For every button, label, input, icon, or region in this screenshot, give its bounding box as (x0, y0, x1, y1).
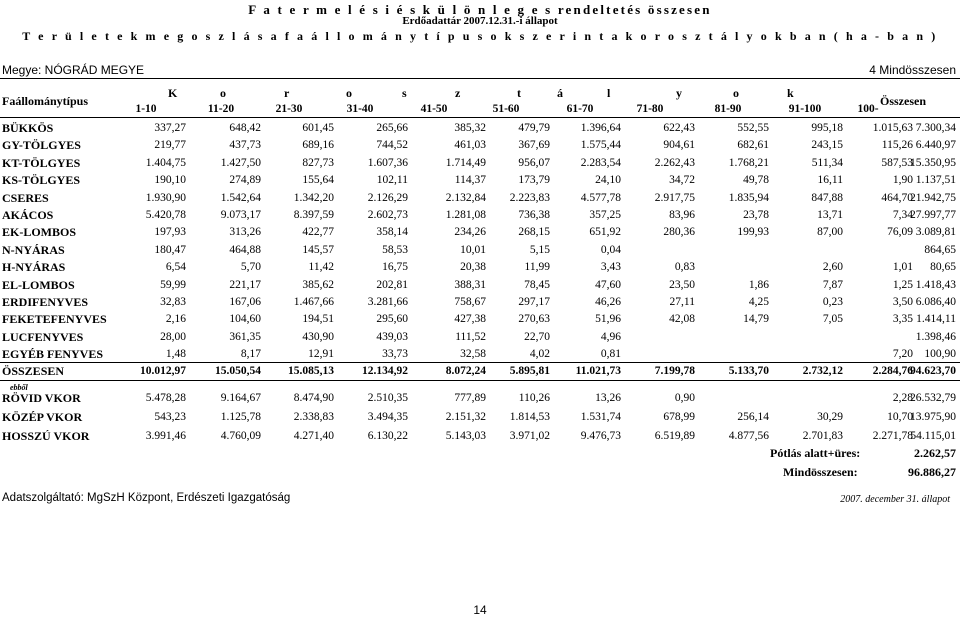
row-total-cell: 13.975,90 (910, 411, 956, 423)
value-cell: 2.510,35 (367, 392, 408, 404)
value-cell: 10.012,97 (140, 365, 186, 377)
value-cell: 5,70 (240, 261, 261, 274)
value-cell: 221,17 (229, 278, 261, 291)
value-cell: 1,90 (892, 174, 913, 187)
age-class-header: 91-100 (788, 103, 822, 115)
value-cell: 1.125,78 (220, 411, 261, 423)
row-label: EGYÉB FENYVES (2, 347, 104, 362)
value-cell: 15.050,54 (215, 365, 261, 377)
value-cell: 5.133,70 (728, 365, 769, 377)
row-label: KT-TÖLGYES (2, 155, 81, 170)
potlas-value: 2.262,57 (914, 446, 956, 460)
value-cell: 3,43 (600, 261, 621, 274)
value-cell: 437,73 (229, 139, 261, 152)
korosztaly-letter: o (220, 86, 226, 100)
row-total-cell: 3.089,81 (915, 226, 956, 239)
value-cell: 23,50 (669, 278, 695, 291)
korosztaly-letter: s (402, 86, 407, 100)
value-cell: 110,26 (518, 392, 550, 404)
value-cell: 234,26 (454, 226, 486, 239)
value-cell: 1,86 (748, 278, 769, 291)
age-class-header: 81-90 (714, 103, 742, 115)
value-cell: 16,11 (817, 174, 843, 187)
value-cell: 58,53 (382, 243, 408, 256)
korosztaly-letter: á (557, 86, 563, 100)
value-cell: 3,35 (892, 313, 913, 326)
county-label: Megye: NÓGRÁD MEGYE (2, 63, 145, 77)
value-cell: 1.814,53 (509, 411, 550, 423)
row-total-cell: 21.942,75 (910, 191, 956, 204)
value-cell: 464,70 (881, 191, 913, 204)
value-cell: 601,45 (302, 122, 334, 134)
row-total-cell: 1.398,46 (915, 330, 956, 343)
value-cell: 5.420,78 (145, 209, 186, 221)
age-class-header: 31-40 (346, 103, 374, 115)
row-label: EK-LOMBOS (2, 225, 77, 240)
value-cell: 111,52 (455, 330, 486, 343)
row-label: H-NYÁRAS (2, 260, 66, 275)
value-cell: 59,99 (160, 278, 186, 291)
value-cell: 367,69 (518, 139, 550, 152)
total-separator-rule (0, 362, 960, 363)
value-cell: 173,79 (518, 174, 550, 187)
value-cell: 104,60 (229, 313, 261, 326)
value-cell: 2,60 (822, 261, 843, 274)
value-cell: 2.223,83 (509, 191, 550, 204)
report-date: Erdőadattár 2007.12.31.-i állapot (402, 15, 558, 27)
row-total-cell: 864,65 (924, 243, 956, 256)
footer-date: 2007. december 31. állapot (840, 494, 950, 505)
value-cell: 30,29 (817, 411, 843, 423)
korosztaly-letter: l (607, 86, 611, 100)
value-cell: 145,57 (302, 243, 334, 256)
value-cell: 847,88 (811, 191, 843, 204)
value-cell: 280,36 (663, 226, 695, 239)
value-cell: 4,02 (529, 348, 550, 361)
header-top-rule (0, 78, 960, 79)
korosztaly-letter: t (517, 86, 521, 100)
value-cell: 651,92 (589, 226, 621, 239)
age-class-header: 1-10 (135, 103, 157, 115)
value-cell: 6.130,22 (367, 430, 408, 442)
value-cell: 4.271,40 (293, 430, 334, 442)
value-cell: 190,10 (154, 174, 186, 187)
value-cell: 385,62 (302, 278, 334, 291)
row-label: EL-LOMBOS (2, 277, 75, 292)
value-cell: 8.474,90 (293, 392, 334, 404)
value-cell: 22,70 (524, 330, 550, 343)
value-cell: 777,89 (454, 392, 486, 404)
value-cell: 243,15 (811, 139, 843, 152)
page-number: 14 (473, 603, 487, 617)
report-title: F a t e r m e l é s i é s k ü l ö n l e g e s rendeltetés összesen (248, 2, 712, 17)
value-cell: 270,63 (518, 313, 550, 326)
value-cell: 114,37 (454, 174, 486, 187)
value-cell: 904,61 (663, 139, 695, 152)
value-cell: 1.768,21 (728, 156, 769, 169)
value-cell: 2.262,43 (654, 156, 695, 169)
value-cell: 7,05 (822, 313, 843, 326)
value-cell: 11,99 (524, 261, 550, 274)
value-cell: 9.164,67 (220, 392, 261, 404)
value-cell: 51,96 (595, 313, 621, 326)
value-cell: 194,51 (302, 313, 334, 326)
value-cell: 2.283,54 (580, 156, 621, 169)
report-subtitle: T e r ü l e t e k m e g o s z l á s a f a á l l o m á n y t í p u s o k s z e r i n t a k o r o s z t á l y o k b a n ( h a - b a n ) (22, 29, 938, 43)
value-cell: 3.971,02 (509, 430, 550, 442)
row-total-cell: 94.623,70 (910, 365, 956, 377)
value-cell: 32,83 (160, 296, 186, 308)
value-cell: 32,58 (460, 348, 486, 361)
value-cell: 155,64 (302, 174, 334, 187)
value-cell: 27,11 (669, 296, 695, 308)
row-total-cell: 54.115,01 (910, 430, 956, 442)
value-cell: 2.284,76 (872, 365, 913, 377)
value-cell: 13,71 (817, 209, 843, 221)
value-cell: 2.271,78 (872, 430, 913, 442)
row-label: GY-TÖLGYES (2, 138, 81, 153)
value-cell: 1.607,36 (367, 156, 408, 169)
value-cell: 5.478,28 (145, 392, 186, 404)
value-cell: 689,16 (302, 139, 334, 152)
age-class-header: 11-20 (207, 103, 235, 115)
value-cell: 313,26 (229, 226, 261, 239)
row-total-cell: 1.414,11 (916, 313, 956, 326)
value-cell: 744,52 (376, 139, 408, 152)
value-cell: 6.519,89 (654, 430, 695, 442)
value-cell: 83,96 (669, 209, 695, 221)
value-cell: 0,23 (822, 296, 843, 308)
value-cell: 5.143,03 (445, 430, 486, 442)
row-total-cell: 1.137,51 (915, 174, 956, 187)
value-cell: 511,34 (811, 156, 843, 169)
value-cell: 1.342,20 (293, 191, 334, 204)
value-cell: 9.073,17 (220, 209, 261, 221)
value-cell: 10,70 (887, 411, 913, 423)
value-cell: 736,38 (518, 209, 550, 221)
total-category-label: 4 Mindösszesen (869, 63, 956, 77)
value-cell: 1.467,66 (293, 296, 334, 308)
value-cell: 9.476,73 (580, 430, 621, 442)
value-cell: 678,99 (663, 411, 695, 423)
value-cell: 1.404,75 (145, 156, 186, 169)
value-cell: 1.835,94 (728, 191, 769, 204)
value-cell: 956,07 (518, 156, 550, 169)
value-cell: 28,00 (160, 330, 186, 343)
row-label: AKÁCOS (2, 208, 54, 222)
value-cell: 1,48 (165, 348, 186, 361)
age-class-header: 100- (857, 103, 879, 115)
value-cell: 202,81 (376, 278, 408, 291)
value-cell: 2.132,84 (445, 191, 486, 204)
row-label: ÖSSZESEN (2, 364, 65, 378)
value-cell: 256,14 (737, 411, 769, 423)
value-cell: 115,26 (881, 139, 913, 152)
value-cell: 2.338,83 (293, 411, 334, 423)
value-cell: 1.396,64 (580, 122, 621, 134)
value-cell: 0,04 (600, 243, 621, 256)
value-cell: 1,25 (892, 278, 913, 291)
korosztaly-letter: o (733, 86, 739, 100)
row-total-cell: 15.350,95 (910, 156, 956, 169)
korosztaly-letter: z (455, 86, 461, 100)
row-total-cell: 80,65 (930, 261, 956, 274)
value-cell: 995,18 (811, 122, 843, 134)
value-cell: 7,34 (892, 209, 913, 221)
value-cell: 10,01 (460, 243, 486, 256)
row-total-cell: 100,90 (924, 348, 956, 361)
value-cell: 34,72 (669, 174, 695, 187)
value-cell: 461,03 (454, 139, 486, 152)
korosztaly-letter: o (346, 86, 352, 100)
value-cell: 552,55 (737, 122, 769, 134)
row-label: BÜKKÖS (2, 121, 54, 135)
value-cell: 274,89 (229, 174, 261, 187)
value-cell: 358,14 (376, 226, 408, 239)
value-cell: 388,31 (454, 278, 486, 291)
value-cell: 1.930,90 (145, 191, 186, 204)
type-column-header: Faállománytípus (2, 94, 89, 108)
value-cell: 295,60 (376, 313, 408, 326)
value-cell: 11,42 (308, 261, 334, 274)
value-cell: 15.085,13 (288, 365, 334, 377)
potlas-label: Pótlás alatt+üres: (770, 446, 861, 460)
mindosszesen-label: Mindösszesen: (783, 465, 858, 479)
value-cell: 2.126,29 (367, 191, 408, 204)
row-label: N-NYÁRAS (2, 242, 65, 257)
value-cell: 268,15 (518, 226, 550, 239)
value-cell: 1.281,08 (445, 209, 486, 221)
value-cell: 11.021,73 (575, 365, 621, 377)
row-label: KS-TÖLGYES (2, 173, 81, 188)
row-total-cell: 26.532,79 (910, 392, 956, 404)
value-cell: 1.542,64 (220, 191, 261, 204)
age-class-header: 71-80 (636, 103, 664, 115)
value-cell: 8.072,24 (445, 365, 486, 377)
row-label: RÖVID VKOR (2, 391, 81, 405)
row-label: ERDIFENYVES (2, 295, 89, 309)
value-cell: 76,09 (887, 226, 913, 239)
row-total-cell: 1.418,43 (915, 278, 956, 291)
value-cell: 2,16 (165, 313, 186, 326)
total-bottom-rule (0, 380, 960, 381)
value-cell: 13,26 (595, 392, 621, 404)
value-cell: 199,93 (737, 226, 769, 239)
value-cell: 3.281,66 (367, 296, 408, 308)
data-source: Adatszolgáltató: MgSzH Központ, Erdészeti Igazgatóság (2, 492, 291, 504)
row-label: KÖZÉP VKOR (2, 410, 83, 424)
mindosszesen-value: 96.886,27 (908, 465, 956, 479)
value-cell: 33,73 (382, 348, 408, 361)
value-cell: 427,38 (454, 313, 486, 326)
value-cell: 78,45 (524, 278, 550, 291)
value-cell: 827,73 (302, 156, 334, 169)
row-total-cell: 6.086,40 (915, 296, 956, 308)
row-label: CSERES (2, 190, 49, 205)
value-cell: 5,15 (529, 243, 550, 256)
value-cell: 4.577,78 (580, 191, 621, 204)
value-cell: 46,26 (595, 296, 621, 308)
value-cell: 1,01 (892, 261, 913, 274)
value-cell: 3.494,35 (367, 411, 408, 423)
value-cell: 385,32 (454, 122, 486, 134)
value-cell: 357,25 (589, 209, 621, 221)
value-cell: 0,83 (674, 261, 695, 274)
value-cell: 102,11 (376, 174, 408, 187)
value-cell: 2.701,83 (802, 430, 843, 442)
value-cell: 682,61 (737, 139, 769, 152)
value-cell: 49,78 (743, 174, 769, 187)
value-cell: 2.602,73 (367, 209, 408, 221)
age-class-header: 51-60 (492, 103, 520, 115)
value-cell: 5.895,81 (509, 365, 550, 377)
value-cell: 42,08 (669, 313, 695, 326)
value-cell: 1.427,50 (220, 156, 261, 169)
value-cell: 8,17 (240, 348, 261, 361)
value-cell: 337,27 (154, 122, 186, 134)
value-cell: 3.991,46 (145, 430, 186, 442)
age-class-header: 41-50 (420, 103, 448, 115)
value-cell: 587,53 (881, 156, 913, 169)
value-cell: 167,06 (229, 296, 261, 308)
row-total-cell: 7.300,34 (915, 122, 956, 134)
value-cell: 1.531,74 (580, 411, 621, 423)
value-cell: 7,20 (892, 348, 913, 361)
korosztaly-letter: y (676, 86, 682, 100)
value-cell: 0,90 (674, 392, 695, 404)
value-cell: 4,25 (748, 296, 769, 308)
value-cell: 1.575,44 (580, 139, 621, 152)
value-cell: 2,28 (892, 392, 913, 404)
value-cell: 0,81 (600, 348, 621, 361)
value-cell: 8.397,59 (293, 209, 334, 221)
value-cell: 219,77 (154, 139, 186, 152)
value-cell: 23,78 (743, 209, 769, 221)
value-cell: 4.760,09 (220, 430, 261, 442)
value-cell: 758,67 (454, 296, 486, 308)
value-cell: 4.877,56 (728, 430, 769, 442)
row-total-cell: 6.440,97 (915, 139, 956, 152)
value-cell: 1.015,63 (872, 122, 913, 134)
header-bottom-rule (0, 117, 960, 118)
age-class-header: 21-30 (275, 103, 303, 115)
value-cell: 180,47 (154, 243, 186, 256)
value-cell: 648,42 (229, 122, 261, 134)
value-cell: 439,03 (376, 330, 408, 343)
value-cell: 7.199,78 (654, 365, 695, 377)
value-cell: 430,90 (302, 330, 334, 343)
value-cell: 3,50 (892, 296, 913, 308)
value-cell: 16,75 (382, 261, 408, 274)
value-cell: 297,17 (518, 296, 550, 308)
row-label: HOSSZÚ VKOR (2, 429, 90, 443)
value-cell: 361,35 (229, 330, 261, 343)
value-cell: 12,91 (308, 348, 334, 361)
value-cell: 7,87 (822, 278, 843, 291)
value-cell: 265,66 (376, 122, 408, 134)
korosztaly-letter: r (284, 86, 290, 100)
value-cell: 47,60 (595, 278, 621, 291)
value-cell: 6,54 (165, 261, 186, 274)
value-cell: 2.732,12 (802, 365, 843, 377)
value-cell: 197,93 (154, 226, 186, 239)
row-total-cell: 27.997,77 (910, 209, 956, 221)
value-cell: 2.151,32 (445, 411, 486, 423)
korosztaly-letter: k (787, 86, 794, 100)
value-cell: 464,88 (229, 243, 261, 256)
value-cell: 479,79 (518, 122, 550, 134)
total-column-header: Összesen (880, 94, 926, 108)
age-class-header: 61-70 (566, 103, 594, 115)
value-cell: 4,96 (600, 330, 621, 343)
value-cell: 422,77 (302, 226, 334, 239)
value-cell: 24,10 (595, 174, 621, 187)
value-cell: 2.917,75 (654, 191, 695, 204)
row-label: LUCFENYVES (2, 329, 84, 344)
korosztaly-letter: K (168, 86, 178, 100)
value-cell: 543,23 (154, 411, 186, 423)
value-cell: 622,43 (663, 122, 695, 134)
value-cell: 20,38 (460, 261, 486, 274)
ebbol-label: ebből (10, 383, 28, 392)
value-cell: 1.714,49 (445, 156, 486, 169)
value-cell: 87,00 (817, 226, 843, 239)
row-label: FEKETEFENYVES (2, 312, 107, 327)
value-cell: 12.134,92 (362, 365, 408, 377)
value-cell: 14,79 (743, 313, 769, 326)
